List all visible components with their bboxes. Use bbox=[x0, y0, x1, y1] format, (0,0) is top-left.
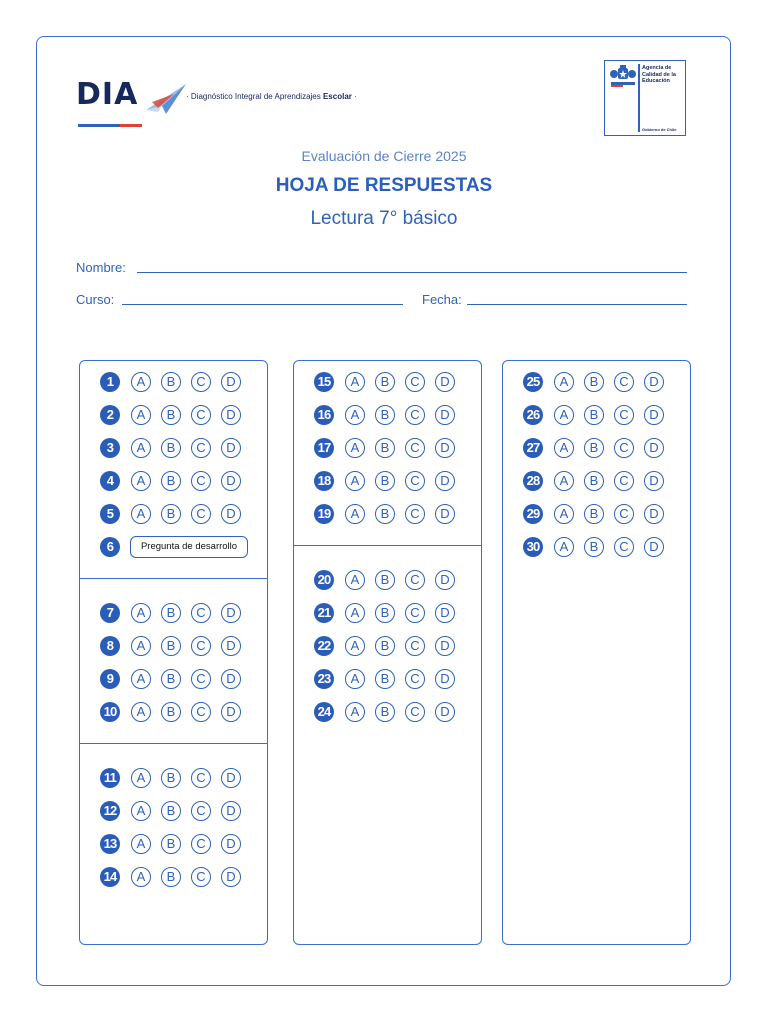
section-divider bbox=[79, 743, 268, 744]
question-row bbox=[100, 635, 250, 657]
section-divider bbox=[293, 545, 482, 546]
question-row bbox=[100, 701, 250, 723]
answer-bubble-b[interactable]: B bbox=[375, 570, 395, 590]
answer-bubble-a[interactable]: A bbox=[345, 603, 365, 623]
answer-bubble-a[interactable]: A bbox=[554, 405, 574, 425]
answer-bubble-d[interactable]: D bbox=[644, 372, 664, 392]
question-number: 9 bbox=[100, 669, 120, 689]
answer-bubble-d[interactable]: D bbox=[435, 603, 455, 623]
answer-bubble-a[interactable]: A bbox=[131, 834, 151, 854]
answer-bubble-a[interactable]: A bbox=[554, 504, 574, 524]
answer-bubble-d[interactable]: D bbox=[644, 438, 664, 458]
answer-bubble-a[interactable]: A bbox=[131, 867, 151, 887]
question-row bbox=[100, 404, 250, 426]
answer-bubble-b[interactable]: B bbox=[584, 537, 604, 557]
answer-bubble-c[interactable]: C bbox=[191, 636, 211, 656]
question-number: 14 bbox=[100, 867, 120, 887]
answer-bubble-a[interactable]: A bbox=[345, 702, 365, 722]
answer-bubble-a[interactable]: A bbox=[345, 405, 365, 425]
answer-bubble-c[interactable]: C bbox=[191, 768, 211, 788]
question-row bbox=[314, 701, 464, 723]
answer-bubble-b[interactable]: B bbox=[375, 405, 395, 425]
answer-bubble-d[interactable]: D bbox=[644, 471, 664, 491]
paper-plane-icon bbox=[144, 80, 188, 116]
answer-bubble-c[interactable]: C bbox=[405, 438, 425, 458]
question-row bbox=[100, 668, 250, 690]
answer-bubble-a[interactable]: A bbox=[345, 372, 365, 392]
question-number: 29 bbox=[523, 504, 543, 524]
question-number: 2 bbox=[100, 405, 120, 425]
answer-bubble-d[interactable]: D bbox=[221, 867, 241, 887]
question-number: 18 bbox=[314, 471, 334, 491]
answer-bubble-a[interactable]: A bbox=[131, 504, 151, 524]
answer-bubble-a[interactable]: A bbox=[554, 372, 574, 392]
question-number: 23 bbox=[314, 669, 334, 689]
answer-bubble-a[interactable]: A bbox=[345, 636, 365, 656]
answer-bubble-a[interactable]: A bbox=[131, 372, 151, 392]
answer-bubble-b[interactable]: B bbox=[375, 438, 395, 458]
answer-bubble-c[interactable]: C bbox=[405, 504, 425, 524]
answer-bubble-b[interactable]: B bbox=[161, 867, 181, 887]
answer-bubble-d[interactable]: D bbox=[435, 504, 455, 524]
question-number: 10 bbox=[100, 702, 120, 722]
agency-logo bbox=[604, 60, 686, 136]
answer-bubble-a[interactable]: A bbox=[131, 438, 151, 458]
answer-bubble-d[interactable]: D bbox=[221, 471, 241, 491]
answer-bubble-c[interactable]: C bbox=[191, 669, 211, 689]
question-row bbox=[100, 602, 250, 624]
answer-bubble-d[interactable]: D bbox=[221, 636, 241, 656]
answer-bubble-a[interactable]: A bbox=[131, 801, 151, 821]
course-title: Lectura 7° básico bbox=[310, 208, 458, 229]
question-number: 27 bbox=[523, 438, 543, 458]
answer-bubble-d[interactable]: D bbox=[435, 405, 455, 425]
question-number: 4 bbox=[100, 471, 120, 491]
answer-bubble-a[interactable]: A bbox=[131, 603, 151, 623]
answer-bubble-a[interactable]: A bbox=[345, 438, 365, 458]
answer-bubble-c[interactable]: C bbox=[405, 471, 425, 491]
answer-bubble-d[interactable]: D bbox=[221, 768, 241, 788]
answer-bubble-b[interactable]: B bbox=[375, 702, 395, 722]
question-number: 17 bbox=[314, 438, 334, 458]
government-label: Gobierno de Chile bbox=[642, 127, 677, 132]
question-number: 12 bbox=[100, 801, 120, 821]
answer-bubble-a[interactable]: A bbox=[131, 702, 151, 722]
answer-bubble-b[interactable]: B bbox=[375, 504, 395, 524]
sheet-title: HOJA DE RESPUESTAS bbox=[275, 175, 493, 196]
date-label: Fecha: bbox=[422, 292, 462, 307]
course-field[interactable] bbox=[122, 304, 403, 305]
answer-bubble-a[interactable]: A bbox=[345, 669, 365, 689]
coat-of-arms-icon bbox=[608, 64, 638, 88]
answer-bubble-d[interactable]: D bbox=[435, 372, 455, 392]
answer-bubble-c[interactable]: C bbox=[191, 372, 211, 392]
answer-bubble-d[interactable]: D bbox=[435, 438, 455, 458]
question-row bbox=[314, 635, 464, 657]
answer-bubble-b[interactable]: B bbox=[161, 834, 181, 854]
answer-bubble-d[interactable]: D bbox=[221, 801, 241, 821]
answer-bubble-a[interactable]: A bbox=[131, 669, 151, 689]
name-field[interactable] bbox=[137, 272, 687, 273]
answer-bubble-b[interactable]: B bbox=[584, 504, 604, 524]
answer-bubble-b[interactable]: B bbox=[375, 603, 395, 623]
answer-bubble-c[interactable]: C bbox=[191, 504, 211, 524]
date-field[interactable] bbox=[467, 304, 687, 305]
answer-bubble-d[interactable]: D bbox=[221, 405, 241, 425]
name-label: Nombre: bbox=[76, 260, 126, 275]
answer-bubble-a[interactable]: A bbox=[131, 636, 151, 656]
question-number: 28 bbox=[523, 471, 543, 491]
answer-bubble-c[interactable]: C bbox=[191, 801, 211, 821]
question-number: 11 bbox=[100, 768, 120, 788]
answer-bubble-d[interactable]: D bbox=[435, 471, 455, 491]
logo-tagline: · Diagnóstico Integral de Aprendizajes Escolar · bbox=[186, 92, 357, 101]
answer-bubble-d[interactable]: D bbox=[221, 669, 241, 689]
question-number: 20 bbox=[314, 570, 334, 590]
question-row bbox=[100, 503, 250, 525]
question-row bbox=[314, 437, 464, 459]
answer-bubble-c[interactable]: C bbox=[405, 636, 425, 656]
answer-bubble-c[interactable]: C bbox=[191, 702, 211, 722]
question-row bbox=[100, 470, 250, 492]
question-number: 7 bbox=[100, 603, 120, 623]
answer-bubble-a[interactable]: A bbox=[554, 537, 574, 557]
question-row bbox=[314, 470, 464, 492]
question-number: 15 bbox=[314, 372, 334, 392]
question-number: 13 bbox=[100, 834, 120, 854]
answer-bubble-c[interactable]: C bbox=[405, 570, 425, 590]
question-row bbox=[100, 371, 250, 393]
answer-bubble-b[interactable]: B bbox=[161, 405, 181, 425]
answer-bubble-c[interactable]: C bbox=[405, 702, 425, 722]
development-question-box: Pregunta de desarrollo bbox=[130, 536, 248, 558]
agency-name: Agencia de Calidad de la Educación bbox=[642, 65, 676, 84]
question-row bbox=[100, 833, 250, 855]
question-number: 5 bbox=[100, 504, 120, 524]
answer-bubble-b[interactable]: B bbox=[584, 438, 604, 458]
answer-bubble-d[interactable]: D bbox=[221, 504, 241, 524]
answer-bubble-d[interactable]: D bbox=[644, 537, 664, 557]
question-row bbox=[314, 371, 464, 393]
question-number: 3 bbox=[100, 438, 120, 458]
answer-bubble-b[interactable]: B bbox=[584, 372, 604, 392]
question-number: 21 bbox=[314, 603, 334, 623]
question-row bbox=[523, 470, 673, 492]
answer-bubble-a[interactable]: A bbox=[131, 471, 151, 491]
question-number: 8 bbox=[100, 636, 120, 656]
answer-bubble-c[interactable]: C bbox=[614, 471, 634, 491]
answer-bubble-d[interactable]: D bbox=[221, 834, 241, 854]
answer-bubble-b[interactable]: B bbox=[161, 801, 181, 821]
logo-underline bbox=[78, 114, 146, 117]
question-number: 30 bbox=[523, 537, 543, 557]
answer-bubble-c[interactable]: C bbox=[191, 603, 211, 623]
question-row bbox=[314, 602, 464, 624]
answer-bubble-b[interactable]: B bbox=[161, 372, 181, 392]
question-number: 1 bbox=[100, 372, 120, 392]
logo-wordmark: DIA bbox=[76, 77, 139, 112]
question-row bbox=[523, 371, 673, 393]
answer-bubble-d[interactable]: D bbox=[435, 669, 455, 689]
question-number: 6 bbox=[100, 537, 120, 557]
answer-bubble-c[interactable]: C bbox=[191, 834, 211, 854]
answer-bubble-d[interactable]: D bbox=[221, 438, 241, 458]
answer-bubble-b[interactable]: B bbox=[584, 471, 604, 491]
answer-bubble-c[interactable]: C bbox=[191, 405, 211, 425]
answer-bubble-b[interactable]: B bbox=[375, 636, 395, 656]
answer-bubble-b[interactable]: B bbox=[161, 768, 181, 788]
answer-bubble-b[interactable]: B bbox=[375, 669, 395, 689]
answer-bubble-d[interactable]: D bbox=[221, 603, 241, 623]
answer-bubble-b[interactable]: B bbox=[161, 702, 181, 722]
answer-bubble-b[interactable]: B bbox=[161, 603, 181, 623]
answer-bubble-b[interactable]: B bbox=[584, 405, 604, 425]
question-number: 26 bbox=[523, 405, 543, 425]
answer-bubble-c[interactable]: C bbox=[614, 372, 634, 392]
evaluation-subtitle: Evaluación de Cierre 2025 bbox=[301, 148, 467, 164]
question-row bbox=[100, 767, 250, 789]
answer-bubble-a[interactable]: A bbox=[345, 504, 365, 524]
answer-bubble-b[interactable]: B bbox=[161, 471, 181, 491]
answer-bubble-b[interactable]: B bbox=[375, 372, 395, 392]
question-row bbox=[314, 503, 464, 525]
answer-bubble-d[interactable]: D bbox=[221, 372, 241, 392]
answer-bubble-c[interactable]: C bbox=[405, 669, 425, 689]
question-row bbox=[314, 668, 464, 690]
question-row bbox=[523, 404, 673, 426]
answer-bubble-c[interactable]: C bbox=[614, 438, 634, 458]
question-row bbox=[100, 437, 250, 459]
answer-bubble-b[interactable]: B bbox=[161, 636, 181, 656]
question-row bbox=[523, 503, 673, 525]
question-number: 16 bbox=[314, 405, 334, 425]
answer-bubble-a[interactable]: A bbox=[345, 570, 365, 590]
course-label: Curso: bbox=[76, 292, 115, 307]
answer-bubble-d[interactable]: D bbox=[435, 702, 455, 722]
question-row bbox=[100, 866, 250, 888]
answer-bubble-a[interactable]: A bbox=[345, 471, 365, 491]
question-row bbox=[314, 569, 464, 591]
answer-bubble-b[interactable]: B bbox=[375, 471, 395, 491]
answer-bubble-c[interactable]: C bbox=[405, 405, 425, 425]
answer-bubble-d[interactable]: D bbox=[221, 702, 241, 722]
answer-bubble-b[interactable]: B bbox=[161, 438, 181, 458]
question-row bbox=[100, 800, 250, 822]
answer-bubble-d[interactable]: D bbox=[435, 570, 455, 590]
question-number: 19 bbox=[314, 504, 334, 524]
answer-bubble-c[interactable]: C bbox=[191, 867, 211, 887]
question-number: 22 bbox=[314, 636, 334, 656]
answer-bubble-c[interactable]: C bbox=[191, 438, 211, 458]
answer-bubble-c[interactable]: C bbox=[614, 504, 634, 524]
answer-bubble-c[interactable]: C bbox=[405, 603, 425, 623]
answer-bubble-d[interactable]: D bbox=[435, 636, 455, 656]
answer-bubble-d[interactable]: D bbox=[644, 504, 664, 524]
answer-bubble-b[interactable]: B bbox=[161, 669, 181, 689]
answer-bubble-c[interactable]: C bbox=[614, 537, 634, 557]
question-number: 24 bbox=[314, 702, 334, 722]
question-number: 25 bbox=[523, 372, 543, 392]
question-row bbox=[523, 536, 673, 558]
answer-bubble-c[interactable]: C bbox=[405, 372, 425, 392]
answer-bubble-a[interactable]: A bbox=[131, 405, 151, 425]
answer-bubble-c[interactable]: C bbox=[614, 405, 634, 425]
answer-bubble-d[interactable]: D bbox=[644, 405, 664, 425]
question-row bbox=[314, 404, 464, 426]
answer-bubble-c[interactable]: C bbox=[191, 471, 211, 491]
answer-bubble-a[interactable]: A bbox=[131, 768, 151, 788]
answer-bubble-b[interactable]: B bbox=[161, 504, 181, 524]
section-divider bbox=[79, 578, 268, 579]
answer-bubble-a[interactable]: A bbox=[554, 438, 574, 458]
question-row bbox=[100, 536, 250, 558]
question-row bbox=[523, 437, 673, 459]
answer-bubble-a[interactable]: A bbox=[554, 471, 574, 491]
